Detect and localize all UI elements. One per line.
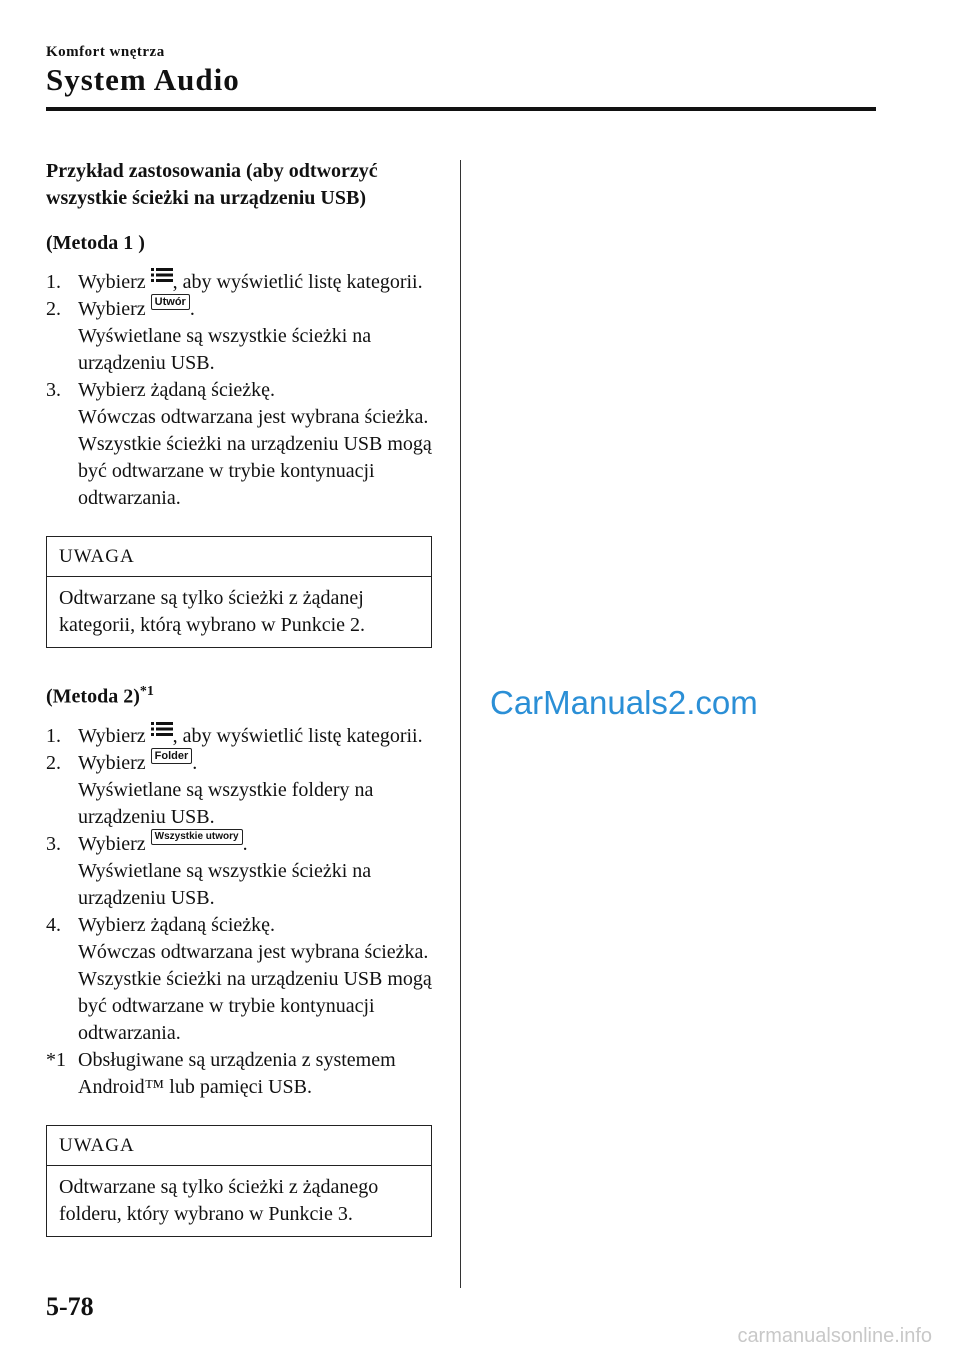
method-2-steps [46, 723, 436, 1047]
method-2-title-text: (Metoda 2) [46, 685, 140, 708]
example-heading: Przykład zastosowania (aby odtworzyć wszystkie ścieżki na urządzeniu USB) [46, 160, 378, 209]
step-text: , aby wyświetlić listę kategorii. [172, 271, 423, 293]
step-text: . [192, 751, 198, 774]
step-item [46, 723, 436, 750]
step-result: Wówczas odtwarzana jest wybrana ścieżka. Wszystkie ścieżki na urządzeniu USB mogą być odtwarzane w trybie kontynuacji odtwarzania. [78, 940, 432, 1044]
step-number: 2. [46, 298, 61, 320]
header-rule [46, 107, 876, 111]
step-text: . [189, 298, 195, 320]
footer-site: carmanualsonline.info [737, 1325, 932, 1347]
step-text: Wybierz żądaną ścieżkę. [78, 913, 276, 936]
step-item [46, 377, 436, 512]
step-number: 3. [46, 832, 61, 855]
note-text: Odtwarzane są tylko ścieżki z żądanej kategorii, którą wybrano w Punkcie 2. [59, 587, 366, 636]
step-text: Wybierz [78, 751, 151, 774]
step-text: Wybierz [78, 832, 151, 855]
footnote-text: Obsługiwane są urządzenia z systemem Android™ lub pamięci USB. [78, 1048, 396, 1098]
list-icon [151, 267, 173, 283]
footnote-ref: *1 [139, 684, 154, 699]
step-number: 4. [46, 913, 61, 936]
step-item [46, 296, 436, 377]
method-2-title [46, 678, 436, 711]
step-item [46, 750, 436, 831]
step-result: Wyświetlane są wszystkie foldery na urządzeniu USB. [78, 778, 374, 828]
all-tracks-button-icon: Wszystkie utwory [151, 829, 243, 845]
method-1-title: (Metoda 1 ) [46, 232, 145, 254]
watermark: CarManuals2.com [490, 684, 758, 721]
note-title: UWAGA [47, 1126, 431, 1166]
step-text: , aby wyświetlić listę kategorii. [172, 724, 423, 747]
note-box [46, 536, 432, 648]
step-result: Wyświetlane są wszystkie ścieżki na urządzeniu USB. [78, 325, 372, 374]
column-divider [460, 160, 461, 1288]
step-item [46, 831, 436, 912]
step-text: Wybierz [78, 724, 151, 747]
utwor-button-icon: Utwór [151, 294, 190, 310]
page-number: 5-78 [46, 1292, 94, 1321]
left-column [46, 158, 436, 1237]
footnote-mark: *1 [46, 1048, 66, 1071]
step-item [46, 912, 436, 1047]
step-number: 1. [46, 271, 61, 293]
step-result: Wówczas odtwarzana jest wybrana ścieżka. Wszystkie ścieżki na urządzeniu USB mogą być odtwarzane w trybie kontynuacji odtwarzania. [78, 406, 432, 509]
folder-button-icon: Folder [151, 748, 193, 764]
step-number: 2. [46, 751, 61, 774]
note-box [46, 1125, 432, 1237]
step-text: Wybierz żądaną ścieżkę. [78, 379, 276, 401]
section-kicker: Komfort wnętrza [46, 44, 165, 60]
step-text: . [242, 832, 248, 855]
list-icon [151, 721, 173, 737]
footnote [46, 1047, 436, 1101]
method-1-steps [46, 269, 436, 512]
section-title: System Audio [46, 62, 240, 97]
step-number: 3. [46, 379, 61, 401]
step-text: Wybierz [78, 298, 151, 320]
step-item [46, 269, 436, 296]
step-text: Wybierz [78, 271, 151, 293]
step-number: 1. [46, 724, 61, 747]
step-result: Wyświetlane są wszystkie ścieżki na urządzeniu USB. [78, 859, 372, 909]
note-text: Odtwarzane są tylko ścieżki z żądanego folderu, który wybrano w Punkcie 3. [59, 1175, 379, 1225]
note-title: UWAGA [47, 537, 431, 577]
